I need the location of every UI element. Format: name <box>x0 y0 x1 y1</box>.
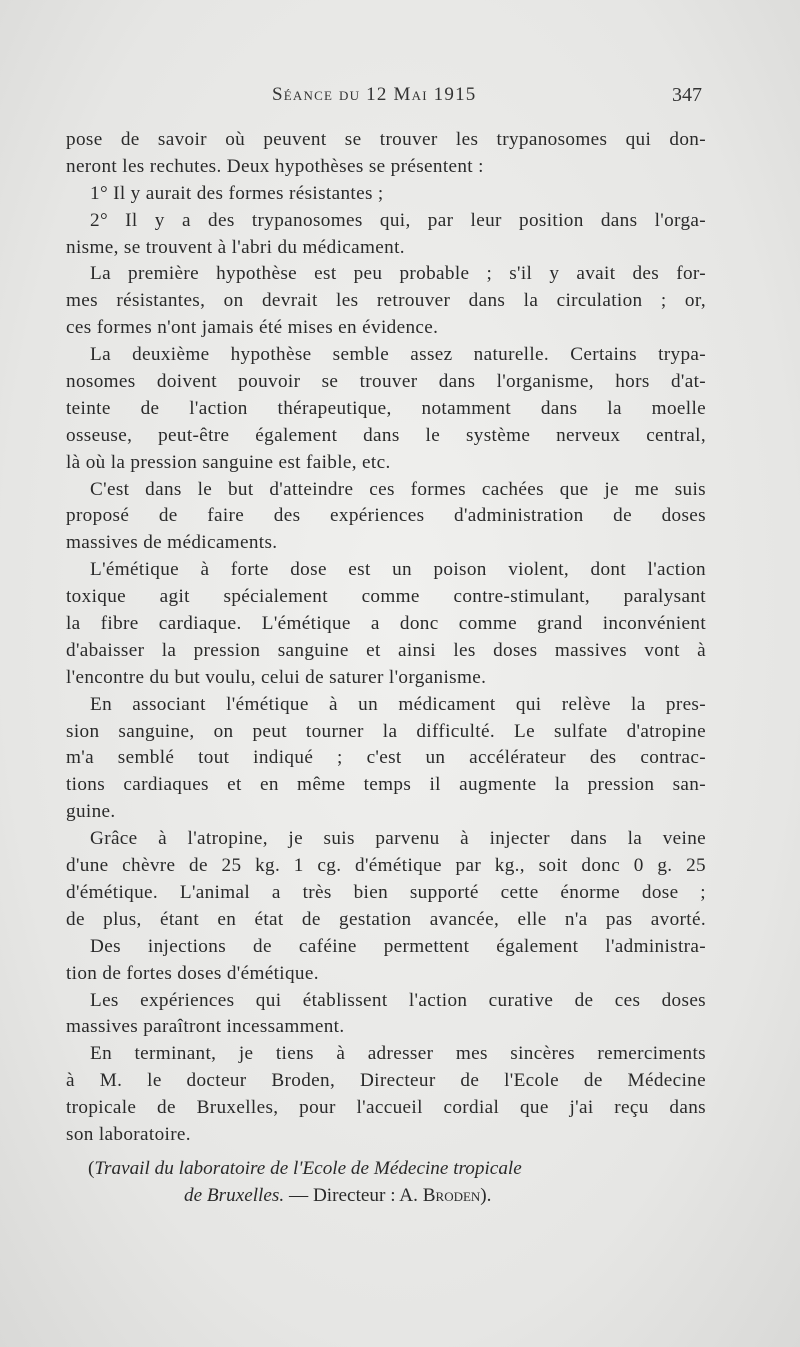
text-line: En associant l'émétique à un médicament qui relève la pres- <box>90 693 706 715</box>
text-line: 2° Il y a des trypanosomes qui, par leur position dans l'orga- <box>90 209 706 231</box>
attribution-italic-1: Travail du laboratoire de l'Ecole de Médecine tropicale <box>94 1158 522 1179</box>
text-line: pose de savoir où peuvent se trouver les trypanosomes qui don- <box>66 129 706 150</box>
attribution-italic-2: de Bruxelles. <box>184 1185 285 1206</box>
running-title: Séance du 12 Mai 1915 <box>272 84 477 105</box>
attribution-dash: — <box>284 1185 313 1206</box>
body-text <box>66 127 706 1149</box>
open-paren: ( <box>88 1158 95 1179</box>
text-line: En terminant, je tiens à adresser mes sincères remerciments <box>90 1043 706 1065</box>
text-line: La deuxième hypothèse semble assez naturelle. Certains trypa- <box>90 344 706 366</box>
text-line: nisme, se trouvent à l'abri du médicament. <box>66 236 405 258</box>
text-line: L'émétique à forte dose est un poison violent, dont l'action <box>90 559 706 581</box>
text-line: teinte de l'action thérapeutique, notamment dans la moelle <box>66 397 706 419</box>
text-line: mes résistantes, on devrait les retrouver dans la circulation ; or, <box>66 290 706 312</box>
text-line: C'est dans le but d'atteindre ces formes cachées que je me suis <box>90 478 706 500</box>
attribution-line-2 <box>88 1182 708 1209</box>
text-line: Les expériences qui établissent l'action curative de ces doses <box>90 989 706 1011</box>
text-line: proposé de faire des expériences d'administration de doses <box>66 505 706 527</box>
text-line: d'émétique. L'animal a très bien supporté cette énorme dose ; <box>66 881 706 903</box>
text-line: tion de fortes doses d'émétique. <box>66 962 319 984</box>
close-paren: ). <box>480 1185 492 1206</box>
text-line: Des injections de caféine permettent également l'administra- <box>90 935 706 957</box>
attribution-note <box>88 1155 708 1209</box>
text-line: 1° Il y aurait des formes résistantes ; <box>90 182 384 204</box>
text-line: la fibre cardiaque. L'émétique a donc comme grand inconvénient <box>66 613 706 635</box>
text-line: m'a semblé tout indiqué ; c'est un accélérateur des contrac- <box>66 747 706 769</box>
text-line: son laboratoire. <box>66 1123 191 1145</box>
text-line: toxique agit spécialement comme contre-stimulant, paralysant <box>66 586 706 608</box>
text-line: guine. <box>66 801 116 823</box>
director-name: Broden <box>422 1185 481 1206</box>
text-line: tropicale de Bruxelles, pour l'accueil cordial que j'ai reçu dans <box>66 1097 706 1119</box>
text-line: tions cardiaques et en même temps il augmente la pression san- <box>66 774 706 796</box>
text-line: l'encontre du but voulu, celui de saturer l'organisme. <box>66 666 487 688</box>
text-line: d'abaisser la pression sanguine et ainsi les doses massives vont à <box>66 639 706 661</box>
director-label: Directeur : A. <box>312 1185 423 1206</box>
page-header <box>0 82 800 112</box>
text-line: osseuse, peut-être également dans le système nerveux central, <box>66 424 706 446</box>
text-line: à M. le docteur Broden, Directeur de l'Ecole de Médecine <box>66 1070 706 1092</box>
text-line: d'une chèvre de 25 kg. 1 cg. d'émétique par kg., soit donc 0 g. 25 <box>66 855 706 877</box>
text-line: massives de médicaments. <box>66 532 278 554</box>
text-line: Grâce à l'atropine, je suis parvenu à injecter dans la veine <box>90 828 706 850</box>
text-line: massives paraîtront incessamment. <box>66 1016 345 1038</box>
page-number: 347 <box>672 84 702 106</box>
text-line: là où la pression sanguine est faible, etc. <box>66 451 391 473</box>
text-line: La première hypothèse est peu probable ; s'il y avait des for- <box>90 263 706 285</box>
text-line: sion sanguine, on peut tourner la difficulté. Le sulfate d'atropine <box>66 720 706 742</box>
text-line: nosomes doivent pouvoir se trouver dans l'organisme, hors d'at- <box>66 371 706 393</box>
text-line: neront les rechutes. Deux hypothèses se présentent : <box>66 155 484 177</box>
attribution-line-1 <box>88 1155 708 1182</box>
text-line: de plus, étant en état de gestation avancée, elle n'a pas avorté. <box>66 908 706 930</box>
text-line: ces formes n'ont jamais été mises en évidence. <box>66 317 439 339</box>
